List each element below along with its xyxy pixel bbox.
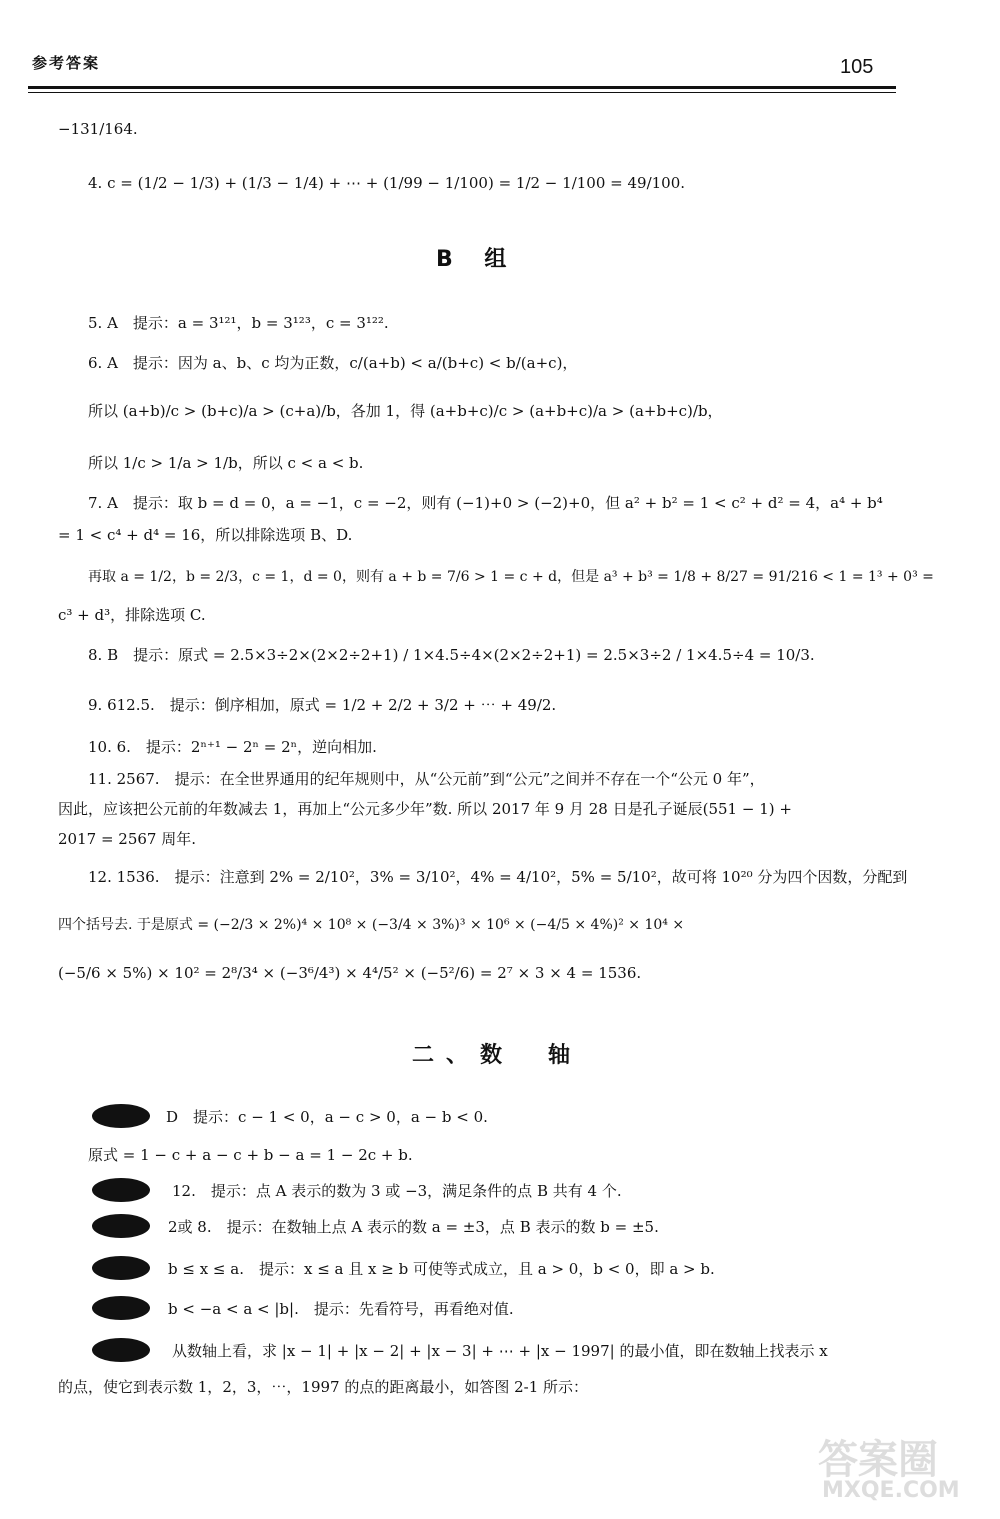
item-marker-1 [92, 1104, 150, 1128]
item-marker-5 [92, 1296, 150, 1320]
item-marker-2 [92, 1178, 150, 1202]
answer-5: 5. A 提示：a = 3¹²¹，b = 3¹²³，c = 3¹²². [88, 314, 389, 332]
header-rule-thin [28, 92, 896, 93]
numberline-answer-2: 12. 提示：点 A 表示的数为 3 或 −3，满足条件的点 B 共有 4 个. [172, 1182, 622, 1200]
watermark-logo: 答案圈 [818, 1437, 938, 1483]
item-marker-6 [92, 1338, 150, 1362]
answer-12-line2: 四个括号去. 于是原式 = (−2/3 × 2%)⁴ × 10⁸ × (−3/4 × 3%)³ × 10⁶ × (−4/5 × 4%)² × 10⁴ × [58, 917, 685, 933]
numberline-answer-5: b < −a < a < |b|. 提示：先看符号，再看绝对值. [168, 1300, 514, 1318]
answer-12-line3: (−5/6 × 5%) × 10² = 2⁸/3⁴ × (−3⁶/4³) × 4⁴/5² × (−5²/6) = 2⁷ × 3 × 4 = 1536. [58, 964, 642, 982]
answer-12: 12. 1536. 提示：注意到 2% = 2/10²，3% = 3/10²，4% = 4/10²，5% = 5/10²，故可将 10²⁰ 分为四个因数，分配到 [88, 868, 908, 886]
numberline-answer-3: 2或 8. 提示：在数轴上点 A 表示的数 a = ±3，点 B 表示的数 b = ±5. [168, 1218, 659, 1236]
answer-7-line4: c³ + d³，排除选项 C. [58, 606, 206, 624]
answer-7-line2: = 1 < c⁴ + d⁴ = 16，所以排除选项 B、D. [58, 526, 353, 544]
watermark-url: MXQE.COM [822, 1478, 960, 1503]
section-2-heading: 二、数 轴 [412, 1043, 583, 1068]
section-b-heading: B 组 [436, 247, 519, 272]
answer-8: 8. B 提示：原式 = 2.5×3÷2×(2×2÷2+1) / 1×4.5÷4×(2×2÷2+1) = 2.5×3÷2 / 1×4.5÷4 = 10/3. [88, 646, 815, 664]
numberline-answer-6: 从数轴上看，求 |x − 1| + |x − 2| + |x − 3| + ⋯ + |x − 1997| 的最小值，即在数轴上找表示 x [172, 1342, 828, 1360]
running-header-title: 参考答案 [32, 54, 101, 72]
header-rule-thick [28, 86, 896, 89]
answer-10: 10. 6. 提示：2ⁿ⁺¹ − 2ⁿ = 2ⁿ，逆向相加. [88, 738, 377, 756]
numberline-answer-6-line2: 的点，使它到表示数 1，2，3，⋯，1997 的点的距离最小，如答图 2-1 所示： [58, 1378, 589, 1396]
answer-11: 11. 2567. 提示：在全世界通用的纪年规则中，从“公元前”到“公元”之间并不存在一个“公元 0 年”， [88, 770, 765, 788]
answer-4: 4. c = (1/2 − 1/3) + (1/3 − 1/4) + ⋯ + (1/99 − 1/100) = 1/2 − 1/100 = 49/100. [88, 174, 686, 192]
page-number: 105 [840, 56, 874, 78]
numberline-answer-1: D 提示：c − 1 < 0，a − c > 0，a − b < 0. [166, 1108, 488, 1126]
numberline-answer-1-line2: 原式 = 1 − c + a − c + b − a = 1 − 2c + b. [88, 1146, 413, 1164]
fraction-line: −131/164. [58, 120, 138, 138]
answer-6-line2: 所以 (a+b)/c > (b+c)/a > (c+a)/b，各加 1，得 (a+b+c)/c > (a+b+c)/a > (a+b+c)/b， [88, 402, 723, 420]
answer-6: 6. A 提示：因为 a、b、c 均为正数，c/(a+b) < a/(b+c) < b/(a+c)， [88, 354, 578, 372]
answer-7-line3: 再取 a = 1/2，b = 2/3，c = 1，d = 0，则有 a + b = 7/6 > 1 = c + d，但是 a³ + b³ = 1/8 + 8/27 = 91/216 < 1 = 1³ + 0³ = [88, 569, 934, 585]
answer-11-line2: 因此，应该把公元前的年数减去 1，再加上“公元多少年”数. 所以 2017 年 9 月 28 日是孔子诞辰(551 − 1) + [58, 800, 792, 818]
answer-6-line3: 所以 1/c > 1/a > 1/b，所以 c < a < b. [88, 454, 364, 472]
answer-9: 9. 612.5. 提示：倒序相加，原式 = 1/2 + 2/2 + 3/2 + ⋯ + 49/2. [88, 696, 557, 714]
numberline-answer-4: b ≤ x ≤ a. 提示：x ≤ a 且 x ≥ b 可使等式成立，且 a > 0，b < 0，即 a > b. [168, 1260, 715, 1278]
item-marker-4 [92, 1256, 150, 1280]
item-marker-3 [92, 1214, 150, 1238]
answer-11-line3: 2017 = 2567 周年. [58, 830, 196, 848]
answer-7: 7. A 提示：取 b = d = 0，a = −1，c = −2，则有 (−1)+0 > (−2)+0，但 a² + b² = 1 < c² + d² = 4，a⁴ + b⁴ [88, 494, 883, 512]
